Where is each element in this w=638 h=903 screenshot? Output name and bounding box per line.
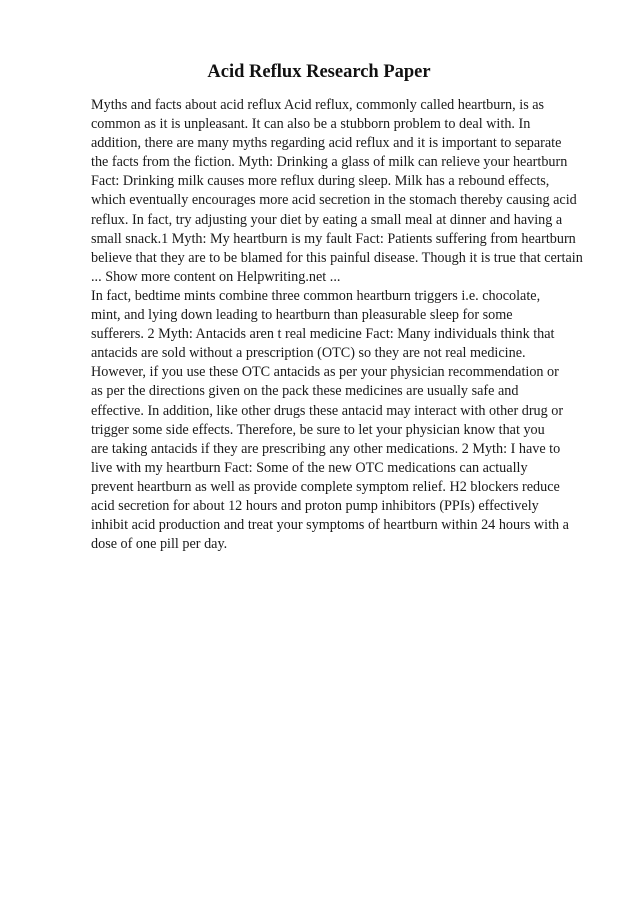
text-line: trigger some side effects. Therefore, be sure to let your physician know that you: [91, 421, 545, 438]
text-line: as per the directions given on the pack these medicines are usually safe and: [91, 383, 519, 400]
text-line: However, if you use these OTC antacids as per your physician recommendation or: [91, 364, 559, 381]
show-more-line: ... Show more content on Helpwriting.net ...: [91, 268, 341, 285]
text-line: reflux. In fact, try adjusting your diet by eating a small meal at dinner and having a: [91, 211, 563, 228]
text-line: Myths and facts about acid reflux Acid reflux, commonly called heartburn, is as: [91, 97, 545, 113]
text-line: small snack.1 Myth: My heartburn is my fault Fact: Patients suffering from heartburn: [91, 230, 576, 247]
text-line: sufferers. 2 Myth: Antacids aren t real medicine Fact: Many individuals think that: [91, 326, 555, 343]
text-line: mint, and lying down leading to heartburn than pleasurable sleep for some: [91, 307, 513, 324]
text-line: are taking antacids if they are prescribing any other medications. 2 Myth: I have to: [91, 440, 561, 457]
text-line: In fact, bedtime mints combine three common heartburn triggers i.e. chocolate,: [91, 287, 541, 304]
text-line: which eventually encourages more acid secretion in the stomach thereby causing acid: [91, 192, 577, 209]
text-line: common as it is unpleasant. It can also be a stubborn problem to deal with. In: [91, 116, 531, 133]
text-line: antacids are sold without a prescription (OTC) so they are not real medicine.: [91, 345, 526, 362]
text-line: effective. In addition, like other drugs these antacid may interact with other drug or: [91, 402, 564, 419]
text-line: acid secretion for about 12 hours and proton pump inhibitors (PPIs) effectively: [91, 497, 539, 514]
text-line: inhibit acid production and treat your symptoms of heartburn within 24 hours with a: [91, 517, 569, 534]
text-line: prevent heartburn as well as provide complete symptom relief. H2 blockers reduce: [91, 478, 560, 495]
text-line: dose of one pill per day.: [91, 536, 228, 553]
page-title: Acid Reflux Research Paper: [207, 62, 431, 82]
text-line: addition, there are many myths regarding acid reflux and it is important to separate: [91, 135, 562, 152]
text-line: Fact: Drinking milk causes more reflux during sleep. Milk has a rebound effects,: [91, 173, 550, 190]
text-line: the facts from the fiction. Myth: Drinking a glass of milk can relieve your heartburn: [91, 154, 568, 171]
text-line: live with my heartburn Fact: Some of the new OTC medications can actually: [91, 459, 528, 476]
text-line: believe that they are to be blamed for this painful disease. Though it is true that certain: [91, 249, 583, 266]
body-text: [91, 96, 601, 554]
